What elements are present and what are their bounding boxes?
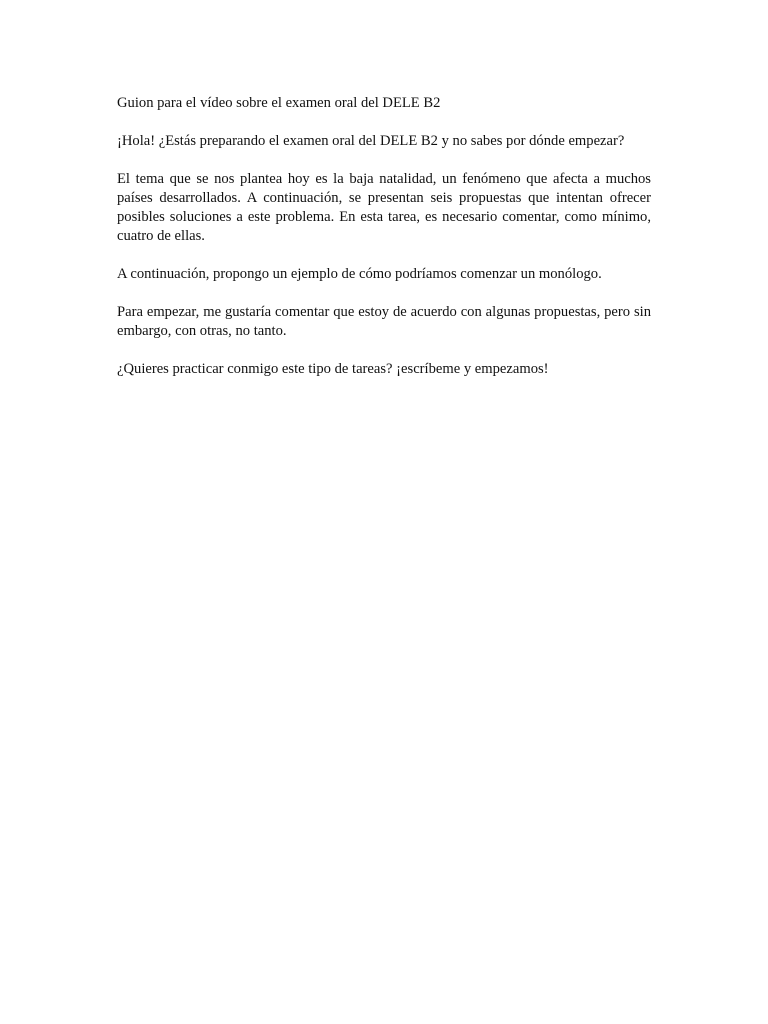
document-body <box>117 94 651 398</box>
paragraph-topic: El tema que se nos plantea hoy es la baja natalidad, un fenómeno que afecta a muchos países desarrollados. A continuación, se presentan seis propuestas que intentan ofrecer posibles soluciones a este problema. En esta tarea, es necesario comentar, como mínimo, cuatro de ellas. <box>117 171 651 244</box>
paragraph-call-to-action: ¿Quieres practicar conmigo este tipo de tareas? ¡escríbeme y empezamos! <box>117 361 549 377</box>
paragraph-opinion: Para empezar, me gustaría comentar que estoy de acuerdo con algunas propuestas, pero sin embargo, con otras, no tanto. <box>117 304 651 339</box>
paragraph-example-intro: A continuación, propongo un ejemplo de cómo podríamos comenzar un monólogo. <box>117 266 602 282</box>
document-title: Guion para el vídeo sobre el examen oral del DELE B2 <box>117 95 441 111</box>
paragraph-greeting: ¡Hola! ¿Estás preparando el examen oral del DELE B2 y no sabes por dónde empezar? <box>117 133 625 149</box>
